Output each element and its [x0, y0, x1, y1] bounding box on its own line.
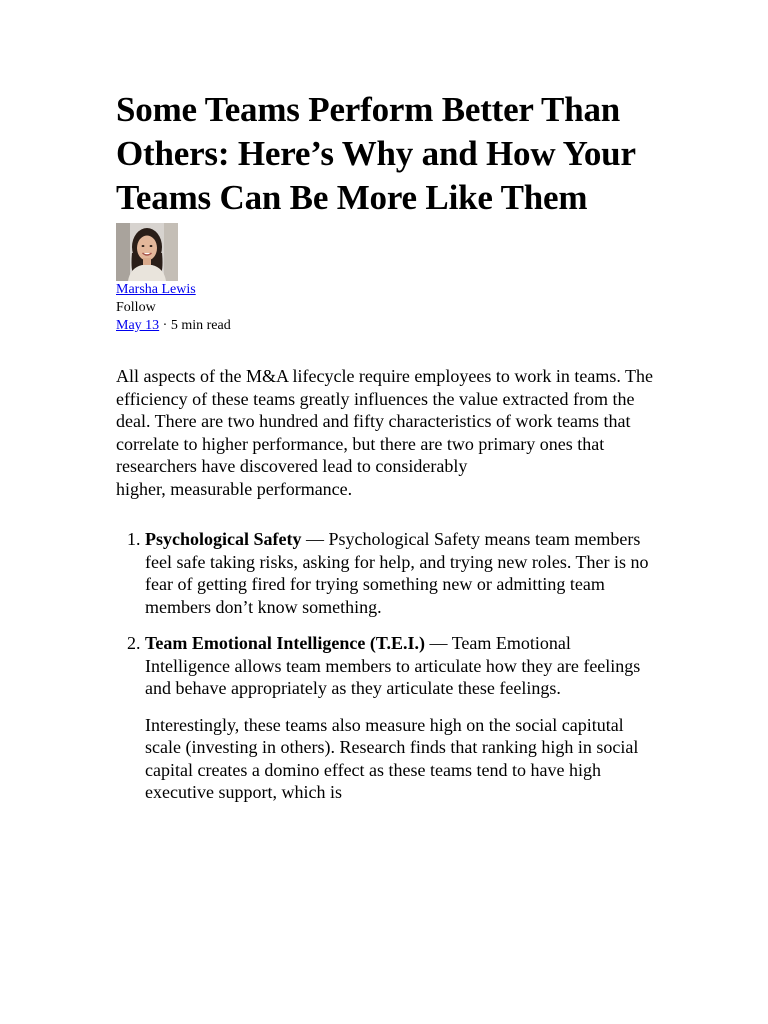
list-item — [145, 632, 656, 804]
follow-button[interactable]: Follow — [116, 300, 156, 315]
read-time: 5 min read — [170, 318, 231, 333]
author-meta — [116, 281, 656, 335]
list-item-term: Team Emotional Intelligence (T.E.I.) — [145, 633, 425, 653]
author-name-link[interactable]: Marsha Lewis — [116, 282, 196, 297]
key-factors-list — [116, 528, 656, 804]
intro-text: All aspects of the M&A lifecycle require employees to work in teams. The efficiency of these teams greatly influences the value extracted from the deal. There are two hundred and fifty characteristics of work teams that correlate to higher performance, but there are two primary ones that researchers have discovered lead to considerably — [116, 366, 654, 476]
list-item-dash: — — [425, 633, 452, 653]
list-item-extra-paragraph: Interestingly, these teams also measure high on the social capitutal scale (investing in others). Research finds that ranking high in social capital creates a domino effect as these teams tend to have high executive support, which is — [145, 714, 639, 802]
article — [116, 88, 656, 818]
author-avatar[interactable] — [116, 223, 178, 281]
list-item-dash: — — [301, 529, 329, 549]
author-photo-icon — [116, 223, 178, 281]
publish-date-link[interactable]: May 13 — [116, 318, 160, 333]
list-item-term: Psychological Safety — [145, 529, 302, 549]
intro-text-continued: higher, measurable performance. — [116, 478, 353, 499]
publish-info — [116, 317, 656, 335]
intro-paragraph — [116, 365, 656, 500]
article-title: Some Teams Perform Better Than Others: Here’s Why and How Your Teams Can Be More Like Them — [116, 90, 636, 217]
list-item-text: Team Emotional Intelligence allows team members to articulate how they are feelings and behave appropriately as they articulate these feelings. — [145, 633, 641, 698]
meta-separator: · — [162, 318, 168, 333]
list-item-text: Psychological Safety means team members feel safe taking risks, asking for help, and trying new roles. Ther is no fear of getting fired for trying something new or admitting team members don’t know something. — [145, 529, 649, 617]
list-item — [145, 528, 656, 618]
